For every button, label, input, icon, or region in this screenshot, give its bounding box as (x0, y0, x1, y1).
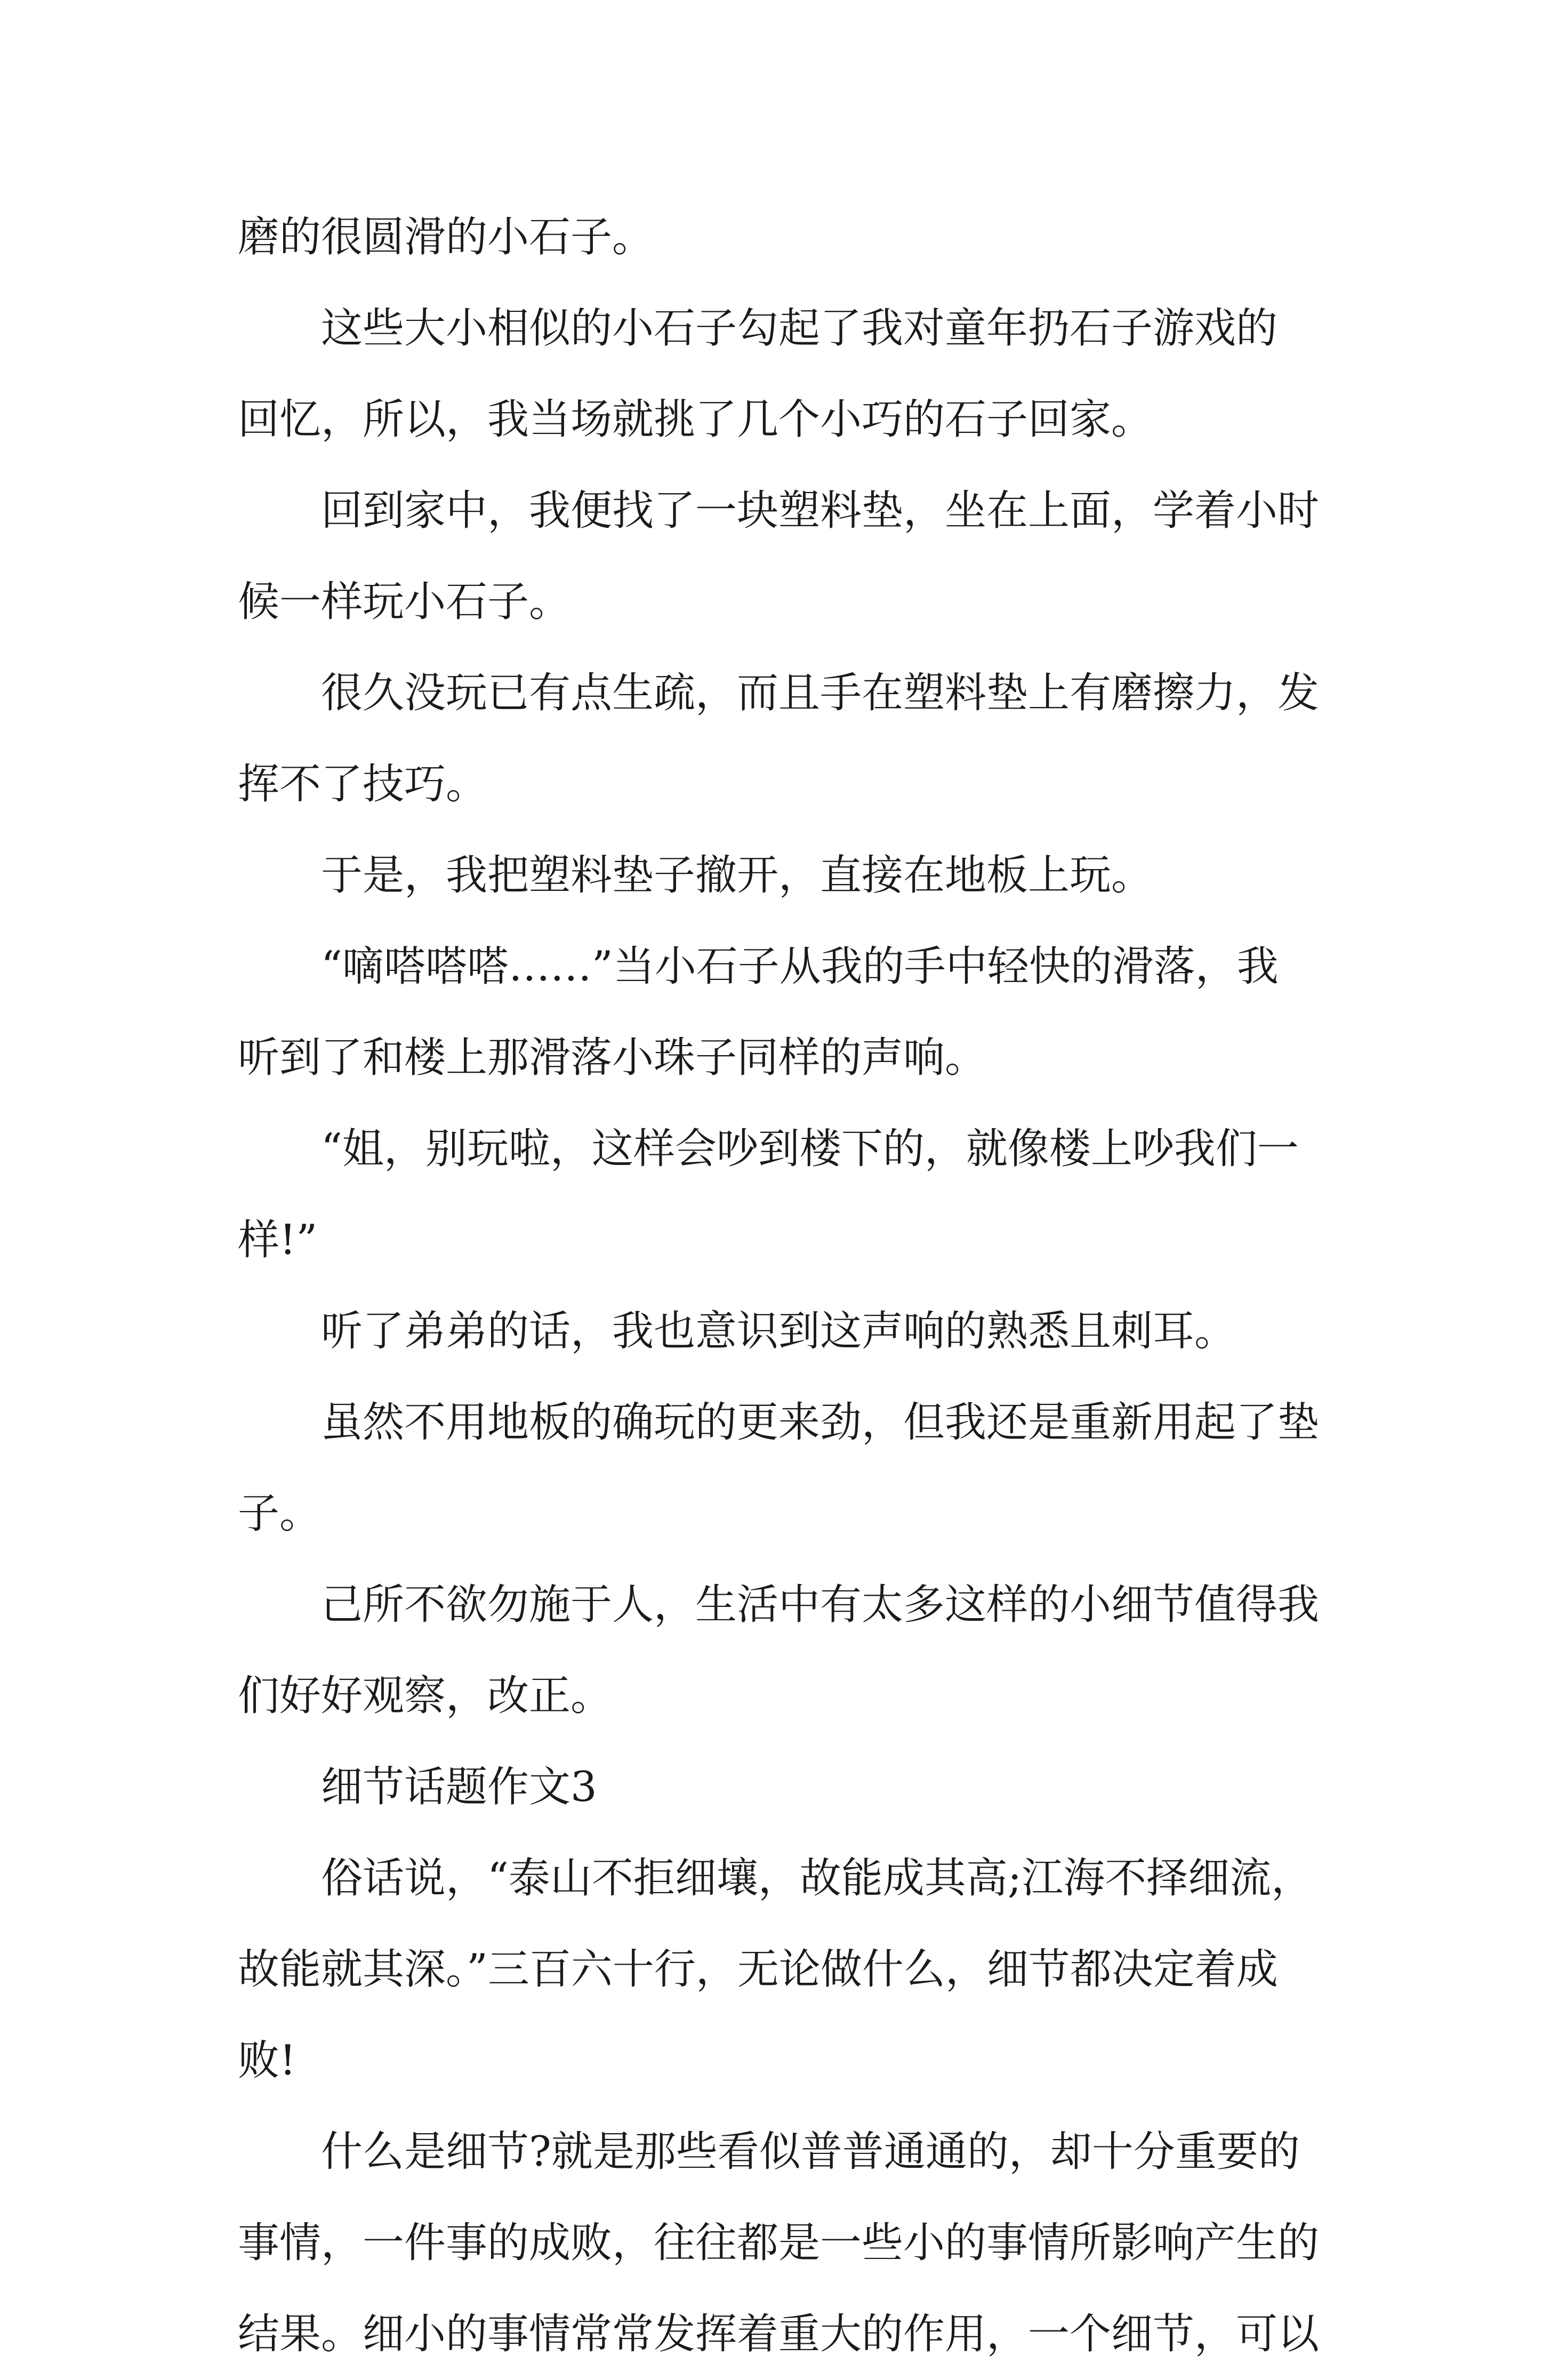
text-line: 什么是细节?就是那些看似普普通通的，却十分重要的 (321, 2128, 1300, 2176)
text-line: “姐，别玩啦，这样会吵到楼下的，就像楼上吵我们一 (321, 1125, 1299, 1173)
text-line: 很久没玩已有点生疏，而且手在塑料垫上有磨擦力，发 (321, 669, 1320, 717)
text-line: 听到了和楼上那滑落小珠子同样的声响。 (238, 1034, 987, 1082)
text-line: “嘀嗒嗒嗒……”当小石子从我的手中轻快的滑落，我 (321, 943, 1279, 991)
text-line: 虽然不用地板的确玩的更来劲，但我还是重新用起了垫 (321, 1398, 1320, 1446)
text-line: 故能就其深。”三百六十行，无论做什么，细节都决定着成 (238, 1945, 1278, 1993)
text-line: 磨的很圆滑的小石子。 (238, 213, 654, 261)
text-line: 样!” (238, 1216, 318, 1264)
document-body (238, 192, 1320, 2380)
text-line: 听了弟弟的话，我也意识到这声响的熟悉且刺耳。 (321, 1307, 1236, 1355)
text-line: 候一样玩小石子。 (238, 578, 571, 626)
text-line: 事情，一件事的成败，往往都是一些小的事情所影响产生的 (238, 2219, 1320, 2267)
text-line: 于是，我把塑料垫子撤开，直接在地板上玩。 (321, 851, 1153, 899)
text-line: 己所不欲勿施于人，生活中有太多这样的小细节值得我 (321, 1581, 1320, 1629)
text-line: 这些大小相似的小石子勾起了我对童年扔石子游戏的 (321, 304, 1278, 352)
text-line: 挥不了技巧。 (238, 760, 488, 808)
text-line: 回到家中，我便找了一块塑料垫，坐在上面，学着小时 (321, 487, 1320, 535)
text-line: 回忆，所以，我当场就挑了几个小巧的石子回家。 (238, 396, 1153, 444)
text-line: 结果。细小的事情常常发挥着重大的作用，一个细节，可以 (238, 2310, 1320, 2358)
text-line: 俗话说，“泰山不拒细壤，故能成其高;江海不择细流， (321, 1854, 1313, 1902)
section-heading: 细节话题作文3 (321, 1763, 597, 1811)
text-line: 们好好观察，改正。 (238, 1672, 613, 1720)
text-line: 败! (238, 2037, 296, 2085)
text-line: 子。 (238, 1490, 322, 1538)
